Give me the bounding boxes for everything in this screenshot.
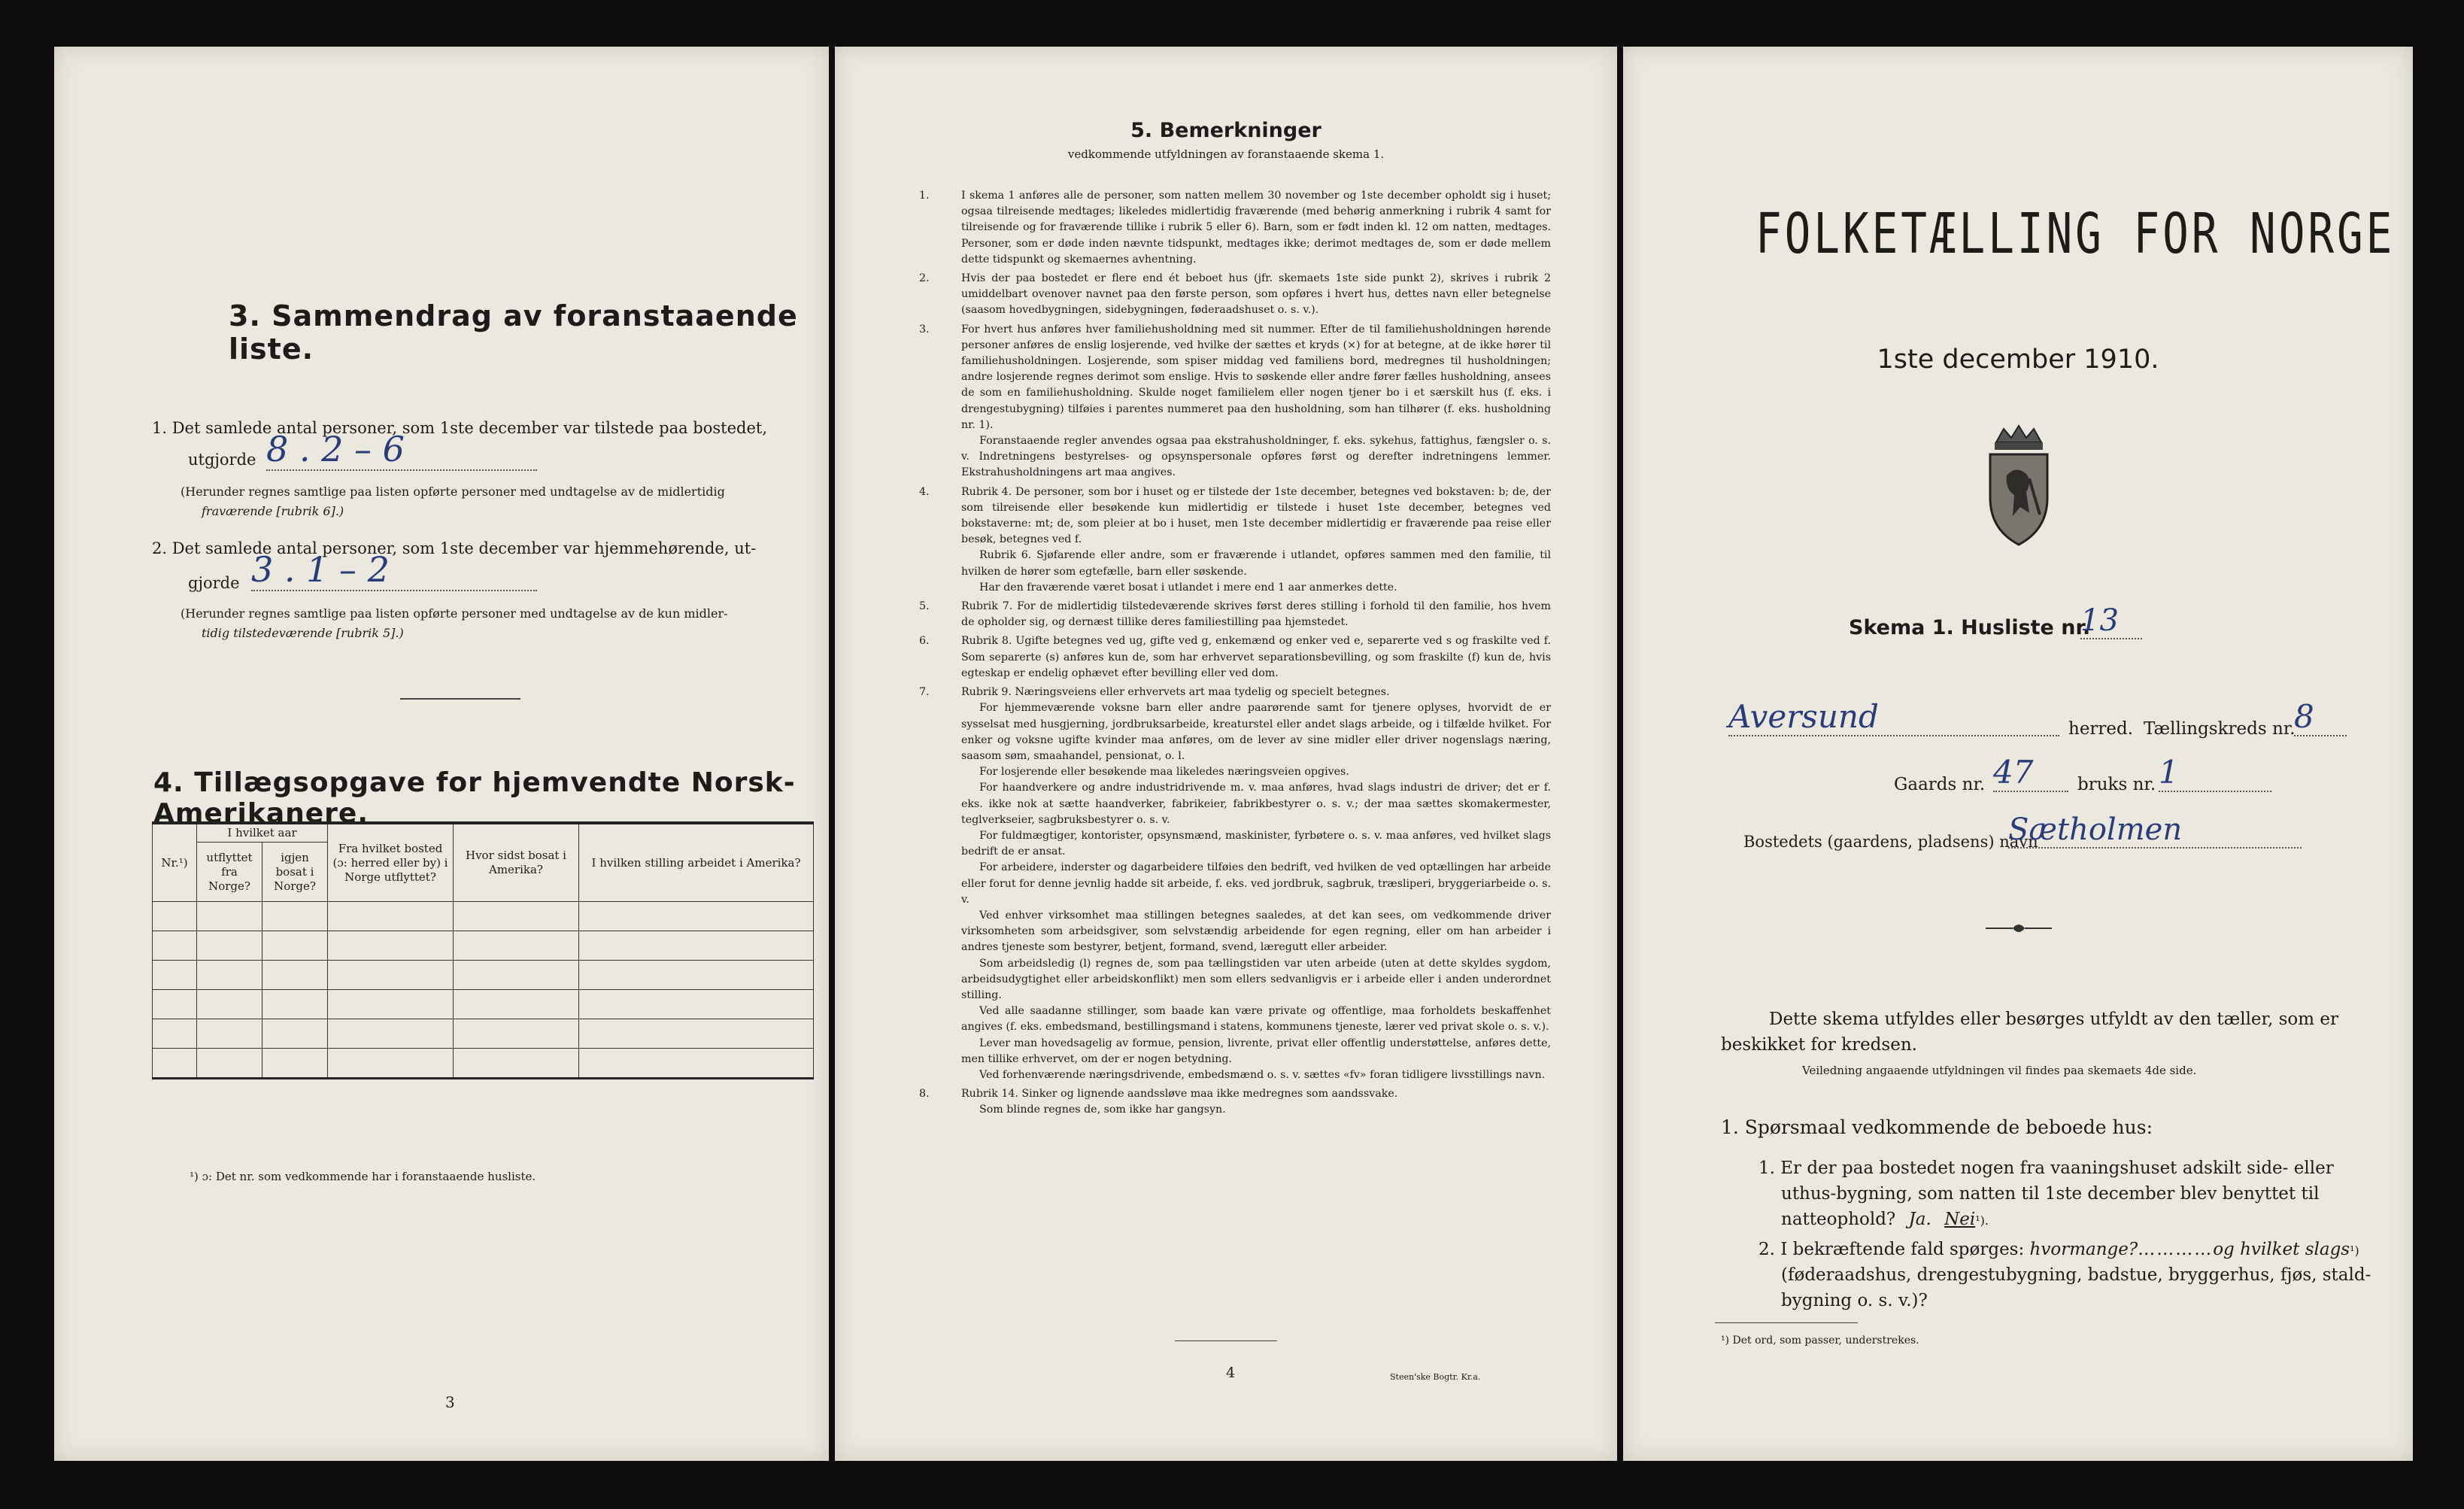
remark-text: Rubrik 7. For de midlertidig tilstedeværende skrives først deres stilling i forhold til den familie, hos hvem de opholder sig, og dernæst tillike deres familiestilling paa hjemstedet. <box>961 600 1551 629</box>
remark-text: Som blinde regnes de, som ikke har gangsyn. <box>979 1104 1226 1116</box>
remark-paragraph <box>940 1102 1551 1118</box>
norwegian-coat-of-arms-icon <box>1983 423 2055 548</box>
remark-paragraph <box>919 685 1551 700</box>
remark-paragraph <box>940 828 1551 860</box>
q1-prefix: natteophold? <box>1781 1210 1896 1229</box>
schema-label: Skema 1. Husliste nr. <box>1849 616 2091 639</box>
col-sidst-bosat: Hvor sidst bosat i Amerika? <box>454 823 579 902</box>
herred-label: herred. <box>2068 719 2134 739</box>
intro-line1: Dette skema utfyldes eller besørges utfyldt av den tæller, som er <box>1769 1010 2339 1029</box>
gaards-label: Gaards nr. <box>1894 775 1986 794</box>
remark-text: For haandverkere og andre industridrivende m. v. maa anføres, hvad slags industri de driver; det er f. eks. ikke nok at sætte haandverker, fabrikeier, fabrikbestyrer o. s. v.; der maa sættes skomakermester, teglverkseier, sagbruksbestyrer o. s. v. <box>961 782 1551 826</box>
remark-text: Ved forhenværende næringsdrivende, embedsmænd o. s. v. sættes «fv» foran tidligere livsstillings navn. <box>979 1068 1546 1081</box>
table-row <box>153 1019 814 1049</box>
q1-ja: Ja. <box>1908 1210 1931 1229</box>
bruks-value: 1 <box>2159 754 2271 792</box>
col-stilling: I hvilken stilling arbeidet i Amerika? <box>579 823 814 902</box>
remark-paragraph <box>940 433 1551 481</box>
remark-number: 1. <box>919 190 930 202</box>
bruks-label: bruks nr. <box>2077 775 2156 794</box>
page-right <box>1623 47 2413 1461</box>
table-row <box>153 902 814 931</box>
section3-item1-handwritten: 8 . 2 – 6 <box>266 429 537 471</box>
section3-item1-note1: (Herunder regnes samtlige paa listen opførte personer med undtagelse av de midlertidig <box>181 484 725 499</box>
section3-item2-note1: (Herunder regnes samtlige paa listen opførte personer med undtagelse av de kun midler- <box>181 606 728 621</box>
herred-value: Aversund <box>1728 698 2059 736</box>
remarks-body <box>919 188 1551 1119</box>
printer-mark: Steen'ske Bogtr. Kr.a. <box>1390 1372 1481 1382</box>
remark-text: Som arbeidsledig (l) regnes de, som paa tællingstiden var uten arbeide (uten at dette skyldes sygdom, arbeidsudygtighet eller arbeidskonflikt) men som ellers sedvanligvis er i arbeide eller i anden underordnet stilling. <box>961 957 1551 1001</box>
q2-og: og hvilket slags <box>2213 1240 2350 1259</box>
remark-text: Rubrik 9. Næringsveiens eller erhvervets art maa tydelig og specielt betegnes. <box>961 686 1390 699</box>
section3-item2-handwritten: 3 . 1 – 2 <box>251 549 537 591</box>
remark-text: For losjerende eller besøkende maa likeledes næringsveien opgives. <box>979 766 1349 779</box>
section3-item2-line1: 2. Det samlede antal personer, som 1ste december var hjemmehørende, ut- <box>152 539 757 557</box>
section3-title: 3. Sammendrag av foranstaaende liste. <box>229 299 798 366</box>
q1-nei: Nei <box>1944 1210 1976 1229</box>
gaards-value: 47 <box>1993 754 2068 792</box>
section3-item1-line1: 1. Det samlede antal personer, som 1ste december var tilstede paa bostedet, <box>152 419 768 437</box>
intro-line2: beskikket for kredsen. <box>1721 1035 1917 1055</box>
table-row <box>153 990 814 1019</box>
remark-text: Foranstaaende regler anvendes ogsaa paa ekstrahusholdninger, f. eks. sykehus, fattighus, fængsler o. s. v. Indretningens bestyrelses- og opsynspersonale opføres først og derefter indretningens lemmer. Ekstrahusholdningens art maa angives. <box>961 435 1551 479</box>
remark-paragraph <box>940 1003 1551 1035</box>
q2-hvormange: hvormange? <box>2029 1240 2138 1259</box>
remark-text: Ved alle saadanne stillinger, som baade kan være private og offentlige, maa forholdets beskaffenhet angives (f. eks. embedsmand, bestillingsmand i statens, kommunens tjeneste, lærer ved privat skole o. s. v.). <box>961 1005 1551 1034</box>
remark-text: Lever man hovedsagelig av formue, pension, livrente, privat eller offentlig understøttelse, anføres dette, men tillike erhvervet, om der er nogen betydning. <box>961 1037 1551 1065</box>
col-utflyttet: utflyttet fra Norge? <box>197 843 262 902</box>
norsk-amerikanere-table <box>152 821 814 1079</box>
remark-paragraph <box>940 956 1551 1004</box>
table-row <box>153 1049 814 1079</box>
remark-paragraph <box>940 908 1551 956</box>
ornament-icon <box>1984 919 2053 937</box>
remark-paragraph <box>919 484 1551 548</box>
remark-number: 4. <box>919 485 930 498</box>
remark-text: Rubrik 6. Sjøfarende eller andre, som er fraværende i utlandet, opføres sammen med den familie, til hvilken de hører som egtefælle, barn eller søskende. <box>961 549 1551 578</box>
q1-line2: uthus-bygning, som natten til 1ste december blev benyttet til <box>1781 1184 2320 1204</box>
q2-prefix: 2. I bekræftende fald spørges: <box>1758 1240 2025 1259</box>
remark-text: Rubrik 14. Sinker og lignende aandssløve maa ikke medregnes som aandssvake. <box>961 1088 1398 1101</box>
col-igjen-bosat: igjen bosat i Norge? <box>262 843 328 902</box>
remark-text: For arbeidere, inderster og dagarbeidere tilføies den bedrift, ved hvilken de ved optællingen har arbeide eller forut for denne jevnlig hadde sit arbeide, f. eks. ved jordbruk, sagbruk, træsliperi, bryggeriarbeide o. s. v. <box>961 861 1551 906</box>
q1-line1: 1. Er der paa bostedet nogen fra vaaningshuset adskilt side- eller <box>1758 1158 2334 1178</box>
remark-text: For hvert hus anføres hver familiehusholdning med sit nummer. Efter de til familiehusholdningen hørende personer anføres de enslig losjerende, ved hvilke der sættes et kryds (×) for at betegne, at de ikke hører til familiehusholdningen. Losjerende, som spiser middag ved familiens bord, medregnes til husholdningen; andre losjerende regnes derimot som enslige. Hvis to søskende eller andre fører fælles husholdning, ansees de som en familiehusholdning. Skulde noget familielem eller nogen tjener bo i et særskilt hus (f. eks. i drengestubygning) tilføies i parentes nummeret paa den husholdning, som han tilhører (f. eks. husholdning nr. 1). <box>961 323 1551 431</box>
remark-paragraph <box>940 548 1551 579</box>
remark-text: Har den fraværende været bosat i utlandet i mere end 1 aar anmerkes dette. <box>979 581 1397 594</box>
remark-paragraph <box>940 764 1551 780</box>
remark-text: I skema 1 anføres alle de personer, som natten mellem 30 november og 1ste december opholdt sig i huset; ogsaa tilreisende medtages; likeledes midlertidig fraværende (med behørig anmerkning i rubrik 4 samt for tilreisende og for fraværende tillike i rubrik 5 eller 6). Barn, som er født inden kl. 12 om natten, medtages. Personer, som er døde inden nævnte tidspunkt, medtages ikke; derimot medtages de, som er døde mellem dette tidspunkt og skemaernes avhentning. <box>961 190 1551 266</box>
section3-item2-note2: tidig tilstedeværende [rubrik 5].) <box>202 626 404 640</box>
section3-item1-prefix: utgjorde <box>188 451 256 469</box>
questions-heading: 1. Spørsmaal vedkommende de beboede hus: <box>1721 1116 2153 1138</box>
table-row <box>153 931 814 961</box>
section3-item2-prefix: gjorde <box>188 574 240 592</box>
remark-paragraph <box>940 860 1551 908</box>
page-left <box>54 47 829 1461</box>
remark-number: 8. <box>919 1088 930 1101</box>
q2-line3: bygning o. s. v.)? <box>1781 1291 1928 1310</box>
col-nr: Nr.¹) <box>153 823 197 902</box>
remark-number: 2. <box>919 272 930 285</box>
remark-number: 7. <box>919 686 930 699</box>
divider <box>400 698 520 700</box>
remark-text: Ved enhver virksomhet maa stillingen betegnes saaledes, at det kan sees, om vedkommende driver virksomheten som arbeidsgiver, som selvstændig arbeidende for egen regning, eller om han arbeider i andres tjeneste som bestyrer, betjent, formand, svend, læregutt eller arbeider. <box>961 909 1551 954</box>
section3-item1-note2: fraværende [rubrik 6].) <box>202 504 344 518</box>
remark-paragraph <box>919 322 1551 433</box>
remark-number: 5. <box>919 600 930 613</box>
remark-text: For hjemmeværende voksne barn eller andre paarørende samt for tjenere oplyses, hvorvidt de er sysselsat med husgjerning, jordbruksarbeide, kreaturstel eller andet slags arbeide, og i tilfælde hvilket. For enker og voksne ugifte kvinder maa anføres, om de lever av sine midler eller driver nogenslags næring, saasom søm, smaahandel, pensionat, o. l. <box>961 702 1551 762</box>
remark-paragraph <box>919 633 1551 682</box>
divider <box>1175 1340 1277 1341</box>
col-hvilket-aar: I hvilket aar <box>197 823 328 843</box>
q2-line2: (føderaadshus, drengestubygning, badstue, bryggerhus, fjøs, stald- <box>1781 1265 2371 1285</box>
remark-paragraph <box>919 599 1551 630</box>
remarks-title: 5. Bemerkninger <box>1130 119 1322 142</box>
table-row <box>153 961 814 990</box>
page-number-left: 3 <box>445 1393 455 1411</box>
census-title: FOLKETÆLLING FOR NORGE <box>1755 202 2396 266</box>
bosted-label: Bostedets (gaardens, pladsens) navn <box>1743 833 2038 851</box>
section4-footnote: ¹) ɔ: Det nr. som vedkommende har i foranstaaende husliste. <box>190 1170 536 1183</box>
remark-paragraph <box>940 1036 1551 1067</box>
bosted-value: Sætholmen <box>2008 812 2302 849</box>
remark-text: Rubrik 4. De personer, som bor i huset og er tilstede der 1ste december, betegnes ved bokstaven: b; de, der som tilreisende eller besøkende kun midlertidig er tilstede i huset 1ste december, betegnes ved bokstaverne: mt; de, som pleier at bo i huset, men 1ste december midlertidig er fraværende paa reise eller besøk, betegnes ved f. <box>961 485 1551 546</box>
col-fra-bosted: Fra hvilket bosted (ɔ: herred eller by) i Norge utflyttet? <box>328 823 454 902</box>
census-date: 1ste december 1910. <box>1877 345 2159 375</box>
page-number-middle: 4 <box>1226 1365 1236 1381</box>
remark-paragraph <box>919 1086 1551 1102</box>
remark-paragraph <box>919 188 1551 268</box>
remark-paragraph <box>940 780 1551 828</box>
remark-paragraph <box>919 271 1551 319</box>
remark-text: Rubrik 8. Ugifte betegnes ved ug, gifte ved g, enkemænd og enker ved e, separerte ved s og fraskilte ved f. Som separerte (s) anføres kun de, som har erhvervet separationsbevilling, og som fraskilte (f) kun de, hvis egteskap er endelig ophævet efter bevilling eller ved dom. <box>961 635 1551 679</box>
q1-sup: ¹). <box>1975 1213 1989 1228</box>
right-footnote: ¹) Det ord, som passer, understrekes. <box>1721 1334 1919 1347</box>
page-middle <box>835 47 1617 1461</box>
remark-paragraph <box>940 700 1551 764</box>
divider <box>1715 1322 1858 1323</box>
husliste-number: 13 <box>2080 603 2142 639</box>
remark-paragraph <box>940 580 1551 596</box>
kreds-label: Tællingskreds nr. <box>2144 719 2296 739</box>
remark-text: Hvis der paa bostedet er flere end ét beboet hus (jfr. skemaets 1ste side punkt 2), skrives i rubrik 2 umiddelbart ovenover navnet paa den første person, som opføres i hvert hus, dettes navn eller betegnelse (saasom hovedbygningen, sidebygningen, føderaadshuset o. s. v.). <box>961 272 1551 317</box>
kreds-value: 8 <box>2294 698 2347 736</box>
q2-sup: ¹) <box>2350 1243 2359 1258</box>
q2-line1: 2. I bekræftende fald spørges: hvormange?…………og hvilket slags¹) <box>1758 1240 2359 1259</box>
remark-number: 3. <box>919 323 930 336</box>
remark-text: For fuldmægtiger, kontorister, opsynsmænd, maskinister, fyrbøtere o. s. v. maa anføres, ved hvilket slags bedrift de er ansat. <box>961 829 1551 858</box>
remark-number: 6. <box>919 635 930 648</box>
q1-line3 <box>1781 1207 1989 1234</box>
section4-title: 4. Tillægsopgave for hjemvendte Norsk-Amerikanere. <box>153 767 796 829</box>
remark-paragraph <box>940 1067 1551 1083</box>
intro-note: Veiledning angaaende utfyldningen vil findes paa skemaets 4de side. <box>1802 1064 2197 1077</box>
remarks-subtitle: vedkommende utfyldningen av foranstaaende skema 1. <box>1067 147 1385 161</box>
